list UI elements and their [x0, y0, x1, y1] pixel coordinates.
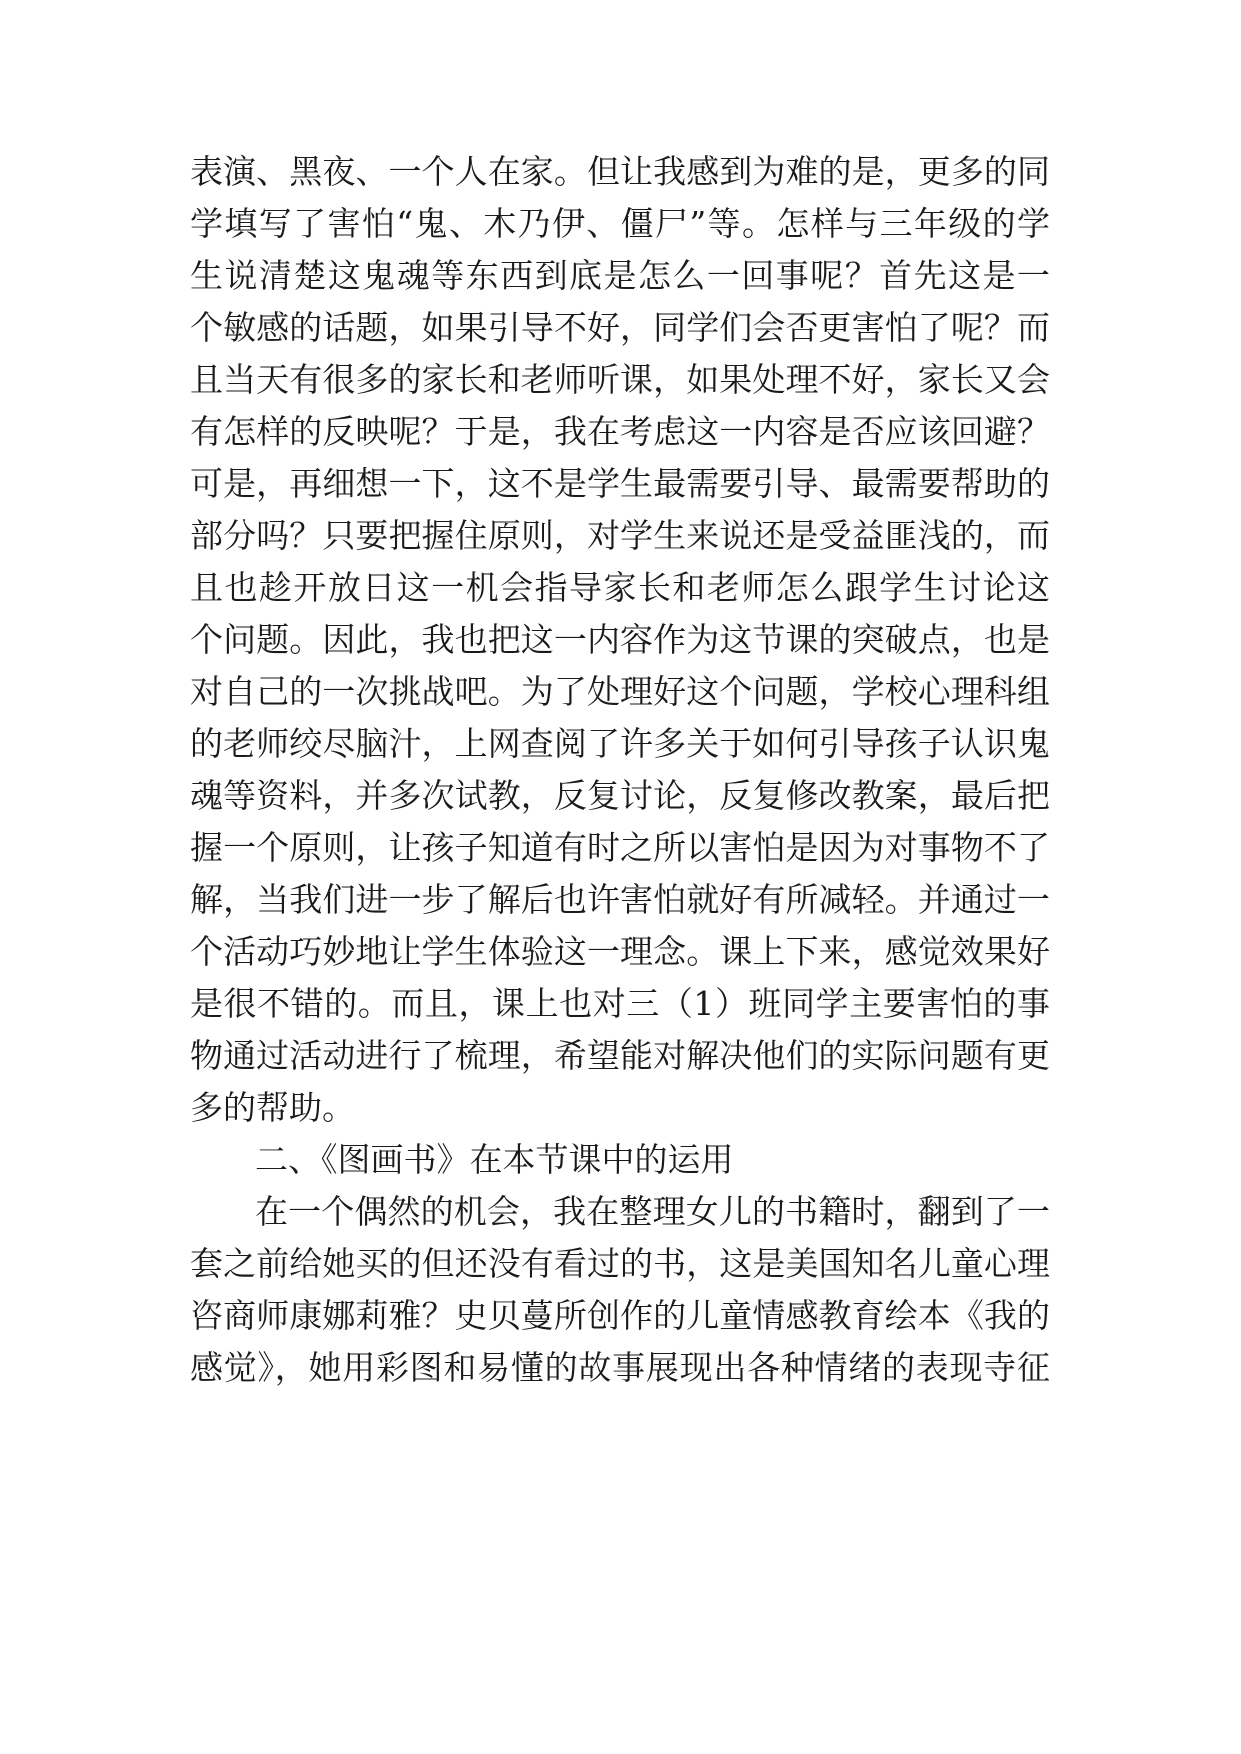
- text-line-6: 有怎样的反映呢？于是，我在考虑这一内容是否应该回避？: [190, 412, 1050, 451]
- text-line-8: 部分吗？只要把握住原则，对学生来说还是受益匪浅的，而: [190, 516, 1050, 555]
- section-heading: 二、《图画书》在本节课中的运用: [255, 1140, 734, 1179]
- text-line-13: 魂等资料，并多次试教，反复讨论，反复修改教案，最后把: [190, 776, 1050, 815]
- text-line-21: 在一个偶然的机会，我在整理女儿的书籍时，翻到了一: [255, 1192, 1050, 1231]
- text-line-24: 感觉》，她用彩图和易懂的故事展现出各种情绪的表现寺征: [190, 1348, 1050, 1387]
- text-line-2: 学填写了害怕“鬼、木乃伊、僵尸”等。怎样与三年级的学: [190, 204, 1050, 243]
- text-line-22: 套之前给她买的但还没有看过的书，这是美国知名儿童心理: [190, 1244, 1050, 1283]
- text-line-4: 个敏感的话题，如果引导不好，同学们会否更害怕了呢？而: [190, 308, 1050, 347]
- text-line-10: 个问题。因此，我也把这一内容作为这节课的突破点，也是: [190, 620, 1050, 659]
- text-line-12: 的老师绞尽脑汁，上网查阅了许多关于如何引导孩子认识鬼: [190, 724, 1050, 763]
- text-line-1: 表演、黑夜、一个人在家。但让我感到为难的是，更多的同: [190, 152, 1050, 191]
- text-line-3: 生说清楚这鬼魂等东西到底是怎么一回事呢？首先这是一: [190, 256, 1050, 295]
- text-line-23: 咨商师康娜莉雅？史贝蔓所创作的儿童情感教育绘本《我的: [190, 1296, 1050, 1335]
- text-line-7: 可是，再细想一下，这不是学生最需要引导、最需要帮助的: [190, 464, 1050, 503]
- text-line-14: 握一个原则，让孩子知道有时之所以害怕是因为对事物不了: [190, 828, 1050, 867]
- text-line-5: 且当天有很多的家长和老师听课，如果处理不好，家长又会: [190, 360, 1050, 399]
- text-line-16: 个活动巧妙地让学生体验这一理念。课上下来，感觉效果好: [190, 932, 1050, 971]
- text-line-9: 且也趁开放日这一机会指导家长和老师怎么跟学生讨论这: [190, 568, 1050, 607]
- text-line-11: 对自己的一次挑战吧。为了处理好这个问题，学校心理科组: [190, 672, 1050, 711]
- text-line-18: 物通过活动进行了梳理，希望能对解决他们的实际问题有更: [190, 1036, 1050, 1075]
- text-line-15: 解，当我们进一步了解后也许害怕就好有所减轻。并通过一: [190, 880, 1050, 919]
- text-line-19: 多的帮助。: [190, 1088, 355, 1127]
- text-line-17: 是很不错的。而且，课上也对三（1）班同学主要害怕的事: [190, 984, 1050, 1023]
